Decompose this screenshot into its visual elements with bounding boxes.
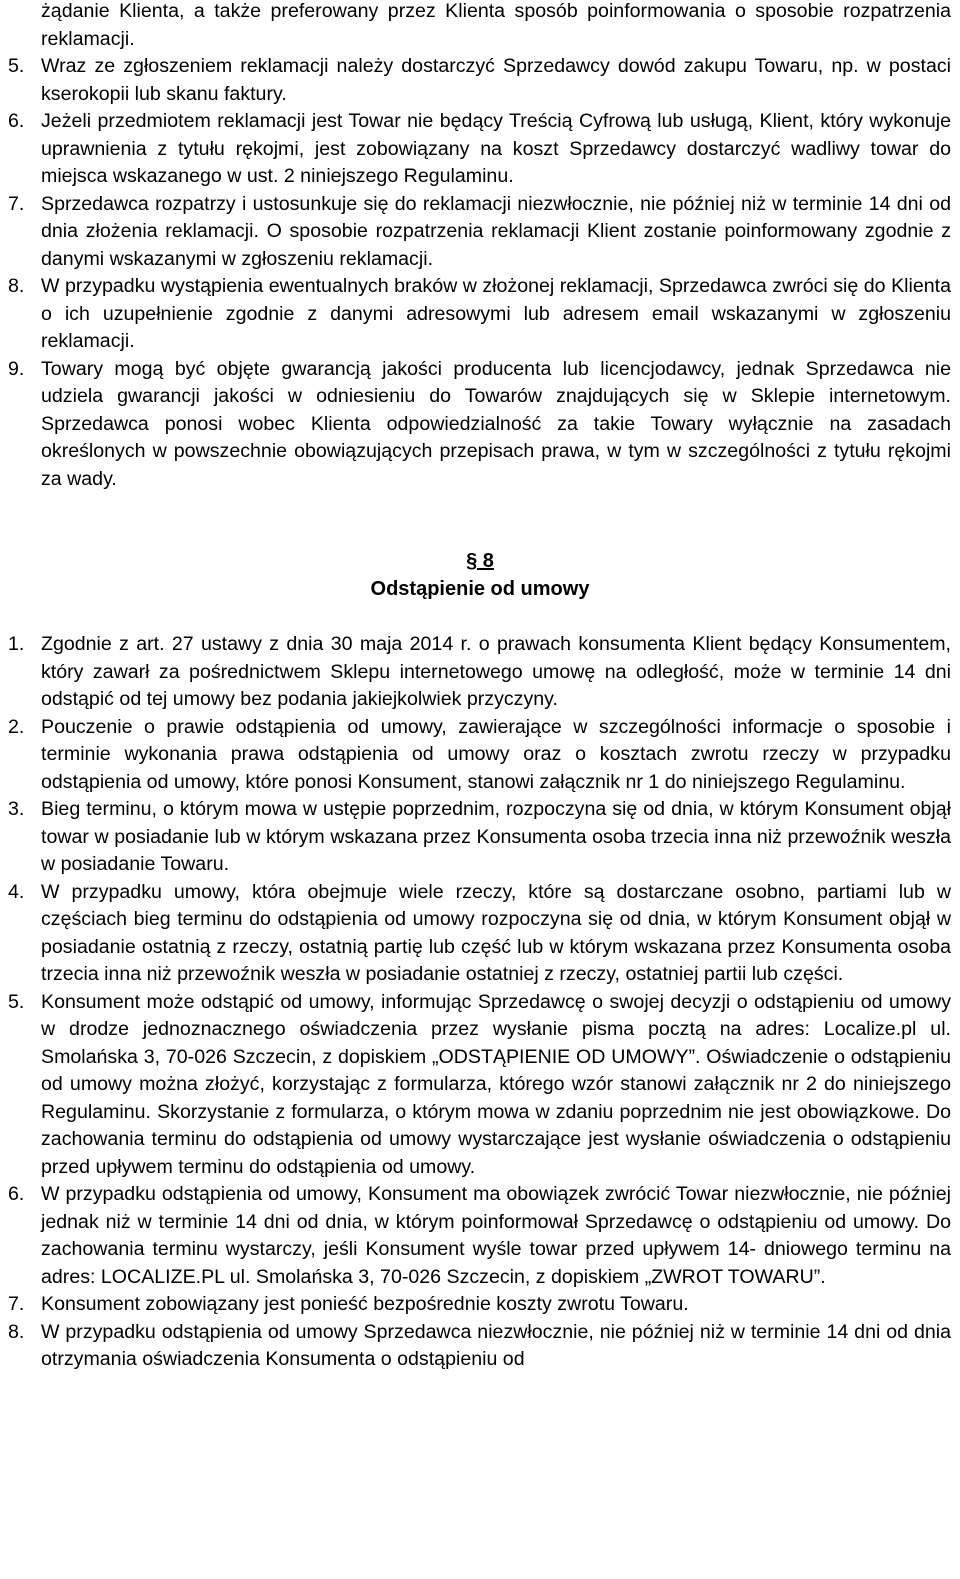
item-number: 8.: [8, 275, 25, 297]
item-text: Pouczenie o prawie odstąpienia od umowy, zawierające w szczególności informacje o sposobie i terminie wykonania prawa odstąpienia od umowy oraz o kosztach zwrotu rzeczy w przypadku odstąpienia od umowy, które ponosi Konsument, stanowi załącznik nr 1 do niniejszego Regulaminu.: [41, 715, 951, 793]
list-item: [0, 108, 960, 191]
item-number: 1.: [8, 633, 25, 655]
item-text: Jeżeli przedmiotem reklamacji jest Towar nie będący Treścią Cyfrową lub usługą, Klient, który wykonuje uprawnienia z tytułu rękojmi, jest zobowiązany na koszt Sprzedawcy dostarczyć wadliwy towar do miejsca wskazanego w ust. 2 niniejszego Regulaminu.: [41, 110, 951, 187]
item-number: 2.: [8, 715, 25, 738]
section-title: Odstąpienie od umowy: [370, 577, 590, 600]
item-number: 9.: [8, 357, 25, 380]
item-text: W przypadku wystąpienia ewentualnych braków w złożonej reklamacji, Sprzedawca zwróci się do Klienta o ich uzupełnienie zgodnie z danymi adresowymi lub adresem email wskazanymi w zgłoszeniu reklamacji.: [41, 275, 951, 352]
item-number: 3.: [8, 798, 25, 820]
item-number: 8.: [8, 1320, 25, 1343]
list-item: [0, 1319, 960, 1374]
item-text: W przypadku odstąpienia od umowy, Konsument ma obowiązek zwrócić Towar niezwłocznie, nie później jednak niż w terminie 14 dni od dnia, w którym poinformował Sprzedawcę o odstąpieniu od umowy. Do zachowania terminu wystarczy, jeśli Konsument wyśle towar przed upływem 14- dniowego terminu na adres: LOCALIZE.PL ul. Smolańska 3, 70-026 Szczecin, z dopiskiem „ZWROT TOWARU”.: [41, 1183, 951, 1288]
item-text: Bieg terminu, o którym mowa w ustępie poprzednim, rozpoczyna się od dnia, w którym Konsument objął towar w posiadanie lub w którym wskazana przez Konsumenta osoba trzecia inna niż przewoźnik weszła w posiadanie Towaru.: [41, 798, 951, 875]
list-item: [0, 0, 960, 53]
item-number: 7.: [8, 192, 25, 215]
item-text: W przypadku umowy, która obejmuje wiele rzeczy, które są dostarczane osobno, partiami lub w częściach bieg terminu do odstąpienia od umowy rozpoczyna się od dnia, w którym Konsument objął w posiadanie ostatnią z rzeczy, ostatnią partię lub część lub w którym wskazana przez Konsumenta osoba trzecia inna niż przewoźnik weszła w posiadanie ostatniej z rzeczy, ostatniej partii lub części.: [41, 880, 951, 985]
item-text: Wraz ze zgłoszeniem reklamacji należy dostarczyć Sprzedawcy dowód zakupu Towaru, np. w postaci kserokopii lub skanu faktury.: [41, 55, 951, 105]
item-number: 6.: [8, 110, 25, 132]
item-text: Zgodnie z art. 27 ustawy z dnia 30 maja 2014 r. o prawach konsumenta Klient będący Konsumentem, który zawarł za pośrednictwem Sklepu internetowego umowę na odległość, może w terminie 14 dni odstąpić od tej umowy bez podania jakiejkolwiek przyczyny.: [41, 633, 951, 710]
list-item: [0, 714, 960, 797]
list-item: [0, 989, 960, 1182]
list-item: [0, 631, 960, 714]
item-text: żądanie Klienta, a także preferowany przez Klienta sposób poinformowania o sposobie rozpatrzenia reklamacji.: [41, 0, 951, 50]
item-text: Towary mogą być objęte gwarancją jakości producenta lub licencjodawcy, jednak Sprzedawca nie udziela gwarancji jakości w odniesieniu do Towarów znajdujących się w Sklepie internetowym. Sprzedawca ponosi wobec Klienta odpowiedzialność za takie Towary wyłącznie na zasadach określonych w powszechnie obowiązujących przepisach prawa, w tym w szczególności z tytułu rękojmi za wady.: [41, 357, 951, 490]
list-item: [0, 1291, 960, 1319]
item-text: W przypadku odstąpienia od umowy Sprzedawca niezwłocznie, nie później niż w terminie 14 dni od dnia otrzymania oświadczenia Konsumenta o odstąpieniu od: [41, 1320, 951, 1370]
item-number: 7.: [8, 1293, 25, 1315]
withdrawal-clauses-list: [0, 631, 960, 1374]
complaint-clauses-list: [0, 0, 960, 493]
item-number: 6.: [8, 1183, 25, 1205]
item-number: 4.: [8, 880, 25, 903]
list-item: [0, 191, 960, 274]
list-item: [0, 273, 960, 356]
item-number: 5.: [8, 990, 25, 1013]
list-item: [0, 879, 960, 989]
section-number: § 8: [466, 550, 494, 572]
section-heading: [0, 548, 960, 603]
item-text: Sprzedawca rozpatrzy i ustosunkuje się do reklamacji niezwłocznie, nie później niż w terminie 14 dni od dnia złożenia reklamacji. O sposobie rozpatrzenia reklamacji Klient zostanie poinformowany zgodnie z danymi wskazanymi w zgłoszeniu reklamacji.: [41, 192, 951, 270]
list-item: [0, 796, 960, 879]
list-item: [0, 53, 960, 108]
list-item: [0, 1181, 960, 1291]
item-text: Konsument może odstąpić od umowy, informując Sprzedawcę o swojej decyzji o odstąpieniu od umowy w drodze jednoznacznego oświadczenia przez wysłanie pisma pocztą na adres: Localize.pl ul. Smolańska 3, 70-026 Szczecin, z dopiskiem „ODSTĄPIENIE OD UMOWY”. Oświadczenie o odstąpieniu od umowy można złożyć, korzystając z formularza, którego wzór stanowi załącznik nr 2 do niniejszego Regulaminu. Skorzystanie z formularza, o którym mowa w zdaniu poprzednim nie jest obowiązkowe. Do zachowania terminu do odstąpienia od umowy wystarczające jest wysłanie oświadczenia o odstąpieniu przed upływem terminu do odstąpienia od umowy.: [41, 990, 951, 1178]
item-number: 5.: [8, 55, 25, 77]
list-item: [0, 356, 960, 494]
item-text: Konsument zobowiązany jest ponieść bezpośrednie koszty zwrotu Towaru.: [41, 1293, 689, 1315]
